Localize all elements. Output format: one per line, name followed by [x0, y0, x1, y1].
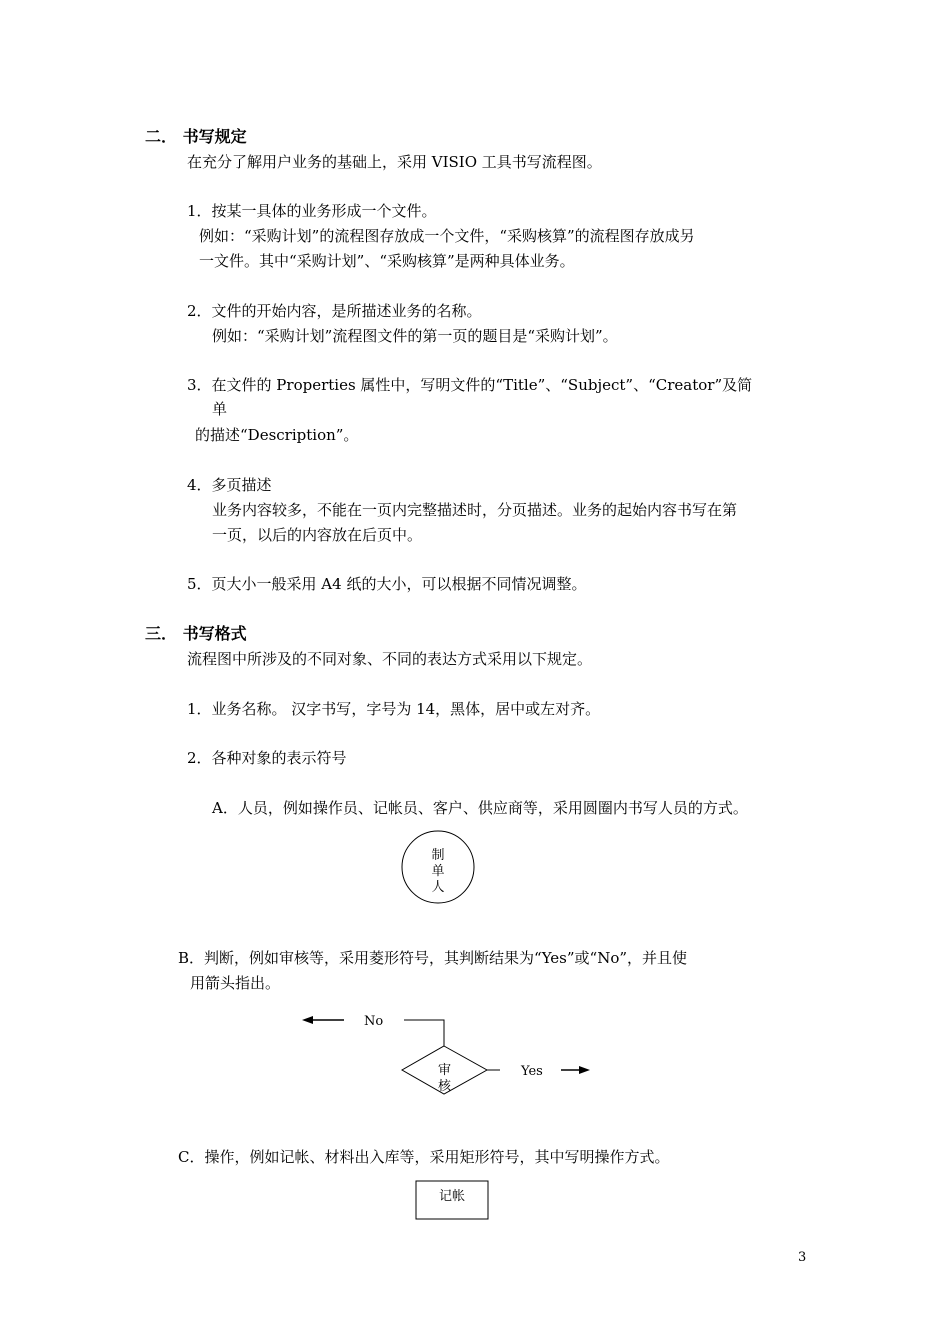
format-2c: C．操作，例如记帐、材料出入库等，采用矩形符号，其中写明操作方式。 [178, 1148, 670, 1166]
no-connector-line [404, 1020, 444, 1046]
rule-4-line1: 业务内容较多，不能在一页内完整描述时，分页描述。业务的起始内容书写在第 [212, 501, 738, 519]
section-3-intro: 流程图中所涉及的不同对象、不同的表达方式采用以下规定。 [187, 650, 593, 668]
format-2b-line2: 用箭头指出。 [190, 974, 281, 992]
rule-3-line3: 的描述“Description”。 [195, 426, 359, 444]
rule-3-line2: 单 [212, 400, 228, 418]
format-2: 2．各种对象的表示符号 [187, 749, 347, 767]
section-2-intro: 在充分了解用户业务的基础上，采用 VISIO 工具书写流程图。 [187, 153, 602, 171]
yes-arrowhead [579, 1066, 590, 1074]
yes-label: Yes [521, 1064, 543, 1079]
circle-label-char: 人 [431, 880, 445, 895]
format-1: 1．业务名称。 汉字书写，字号为 14，黑体，居中或左对齐。 [187, 700, 601, 718]
circle-label-char: 单 [431, 864, 445, 879]
rule-1-example-line2: 一文件。其中“采购计划”、“采购核算”是两种具体业务。 [199, 252, 575, 270]
rule-2-title: 2．文件的开始内容，是所描述业务的名称。 [187, 302, 482, 320]
no-arrowhead [302, 1016, 313, 1024]
circle-label [431, 848, 445, 896]
section-heading-2: 二． 书写规定 [145, 127, 247, 146]
rule-5: 5．页大小一般采用 A4 纸的大小，可以根据不同情况调整。 [187, 575, 587, 593]
rule-4-title: 4．多页描述 [187, 476, 272, 494]
circle-label-char: 制 [431, 848, 445, 863]
rule-4-line2: 一页，以后的内容放在后页中。 [212, 526, 423, 544]
format-2b-line1: B．判断，例如审核等，采用菱形符号，其判断结果为“Yes”或“No”，并且使 [178, 949, 688, 967]
page-number: 3 [798, 1250, 807, 1265]
diamond-label-char: 核 [438, 1079, 452, 1094]
section-heading-3: 三． 书写格式 [145, 624, 247, 643]
diamond-label [438, 1063, 452, 1095]
format-2a: A．人员，例如操作员、记帐员、客户、供应商等，采用圆圈内书写人员的方式。 [212, 799, 748, 817]
rule-1-example-line1: 例如：“采购计划”的流程图存放成一个文件，“采购核算”的流程图存放成另 [199, 227, 695, 245]
no-label: No [364, 1014, 384, 1029]
rect-label: 记帐 [439, 1189, 466, 1204]
rule-2-example: 例如：“采购计划”流程图文件的第一页的题目是“采购计划”。 [212, 327, 618, 345]
diamond-label-char: 审 [438, 1063, 452, 1078]
rule-1-title: 1．按某一具体的业务形成一个文件。 [187, 202, 437, 220]
rule-3-line1: 3．在文件的 Properties 属性中，写明文件的“Title”、“Subject”、“Creator”及简 [187, 376, 753, 394]
